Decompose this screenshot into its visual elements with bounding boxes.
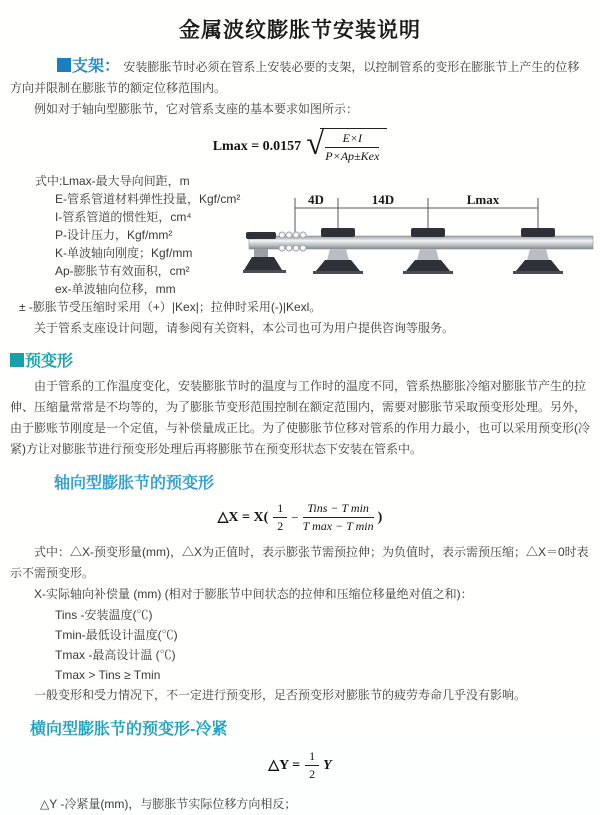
formula-lmax-lhs: Lmax = 0.0157 <box>212 138 302 154</box>
section-heading-preset <box>10 353 73 370</box>
x-compensation-note: X-实际轴向补偿量 (mm) (相对于膨胀节中间状态的拉伸和压缩位移量绝对值之和)： <box>34 587 473 601</box>
definition-item: E-管系管道材料弹性投量，Kgf/cm² <box>55 192 241 206</box>
formula-lmax-denominator: P×Ap±Kex <box>325 149 380 163</box>
formula-x-lhs: △X = X( <box>217 510 269 526</box>
preset-body-paragraph: 由于管系的工作温度变化，安装膨胀节时的温度与工作时的温度不同，管系热膨胀冷缩对膨胀节产生的拉伸、压缩量常常是不均等的，为了膨胀节变形范围控制在额定范围内，需要对膨胀节采取预变形处理。另外，由于膨账节刚度是一个定值，与补偿量成正比。为了使膨胀节位移对管系的作用力最小，也可以采用预变形(冷紧)方让对膨胀节进行预变形处理后再将膨胀节在预变形状态下安装在管系中。 <box>10 379 591 456</box>
formula-x-frac2-den: T max − T min <box>302 519 374 533</box>
dim-label-lmax: Lmax <box>466 192 500 207</box>
formula-delta-y <box>0 749 600 782</box>
support-example-line: 例如对于轴向型膨胀节，它对管系支座的基本要求如图所示： <box>34 102 359 116</box>
sqrt-radical <box>306 125 387 164</box>
definition-item: I-管系管道的惯性矩，cm⁴ <box>55 210 192 224</box>
formula-delta-x <box>0 501 600 534</box>
plus-minus-note: ± -膨胀节受压缩时采用（+）|Kex|；拉伸时采用(-)|Kexl。 <box>19 300 322 314</box>
temperature-item: Tins -安装温度(℃) <box>55 608 153 622</box>
consulting-note: 关于管系支座设计问题，请参阅有关资料，本公司也可为用户提供咨询等服务。 <box>34 321 455 335</box>
formula-y-lhs: △Y = <box>268 758 301 774</box>
definition-item: K-单波轴向刚度；Kgf/mm <box>55 246 193 260</box>
formula-y-rhs: Y <box>323 758 332 774</box>
formula-x-minus: − <box>291 509 299 525</box>
guide-support-2 <box>403 228 453 274</box>
definition-item: ex-单波轴向位移，mm <box>55 282 176 296</box>
section-heading-support-label: 支架： <box>72 58 121 75</box>
formula-lmax <box>0 125 600 164</box>
section-heading-preset-row <box>10 351 590 373</box>
temperature-item: Tmin-最低设计温度(℃) <box>55 628 178 642</box>
dim-label-4d: 4D <box>308 192 324 207</box>
section-square-icon <box>10 353 24 367</box>
temperature-definitions <box>10 605 590 685</box>
formula-x-rparen: ) <box>377 510 383 526</box>
pipe-support-diagram <box>243 190 599 292</box>
definition-item: Ap-膨胀节有效面积，cm² <box>55 264 190 278</box>
formula-lmax-numerator: E×I <box>325 131 379 148</box>
radical-sign: √ <box>306 125 325 162</box>
support-intro-text: 安装膨胀节时必须在管系上安装必要的支架，以控制管系的变形在膨胀节上产生的位移方向并限制在膨胀节的额定位移范围内。 <box>10 60 580 95</box>
subheading-lateral-preset: 横向型膨胀节的预变形-冷紧 <box>30 721 228 738</box>
delta-y-note: △Y -冷紧量(mm)，与膨胀节实际位移方向相反； <box>40 797 297 811</box>
section-heading-preset-label: 预变形 <box>25 353 74 370</box>
definitions-lead: 式中:Lmax-最大导向间距，m <box>35 174 190 188</box>
guide-support-1 <box>313 228 363 274</box>
formula-x-frac1-num: 1 <box>273 501 287 518</box>
definition-item: P-设计压力，Kgf/mm² <box>55 228 173 242</box>
guide-support-3 <box>513 228 563 274</box>
page-title: 金属波纹膨胀节安装说明 <box>179 19 421 42</box>
formula-y-den: 2 <box>309 767 316 781</box>
dim-label-14d: 14D <box>371 192 395 207</box>
subheading-axial-preset: 轴向型膨胀节的预变形 <box>54 475 215 492</box>
delta-x-note: 式中：△X-预变形量(mm)，△X为正值时，表示膨张节需预拉伸；为负值时，表示需预压缩；△X＝0时表示不需预变形。 <box>10 545 589 580</box>
fatigue-note: 一般变形和受力情况下，不一定进行预变形，足否预变形对膨胀节的疲劳寿命几乎没有影响。 <box>34 688 527 702</box>
section-heading-support <box>57 58 120 75</box>
section-square-icon <box>57 58 71 72</box>
formula-x-frac1-den: 2 <box>277 519 284 533</box>
temperature-item: Tmax > Tins ≥ Tmin <box>55 668 161 682</box>
temperature-item: Tmax -最高设计温 (℃) <box>55 648 176 662</box>
pipe-diagram-svg <box>243 190 599 292</box>
formula-x-frac2-num: Tins − T min <box>303 501 374 518</box>
support-intro-paragraph <box>10 56 590 99</box>
formula-y-num: 1 <box>305 749 319 766</box>
